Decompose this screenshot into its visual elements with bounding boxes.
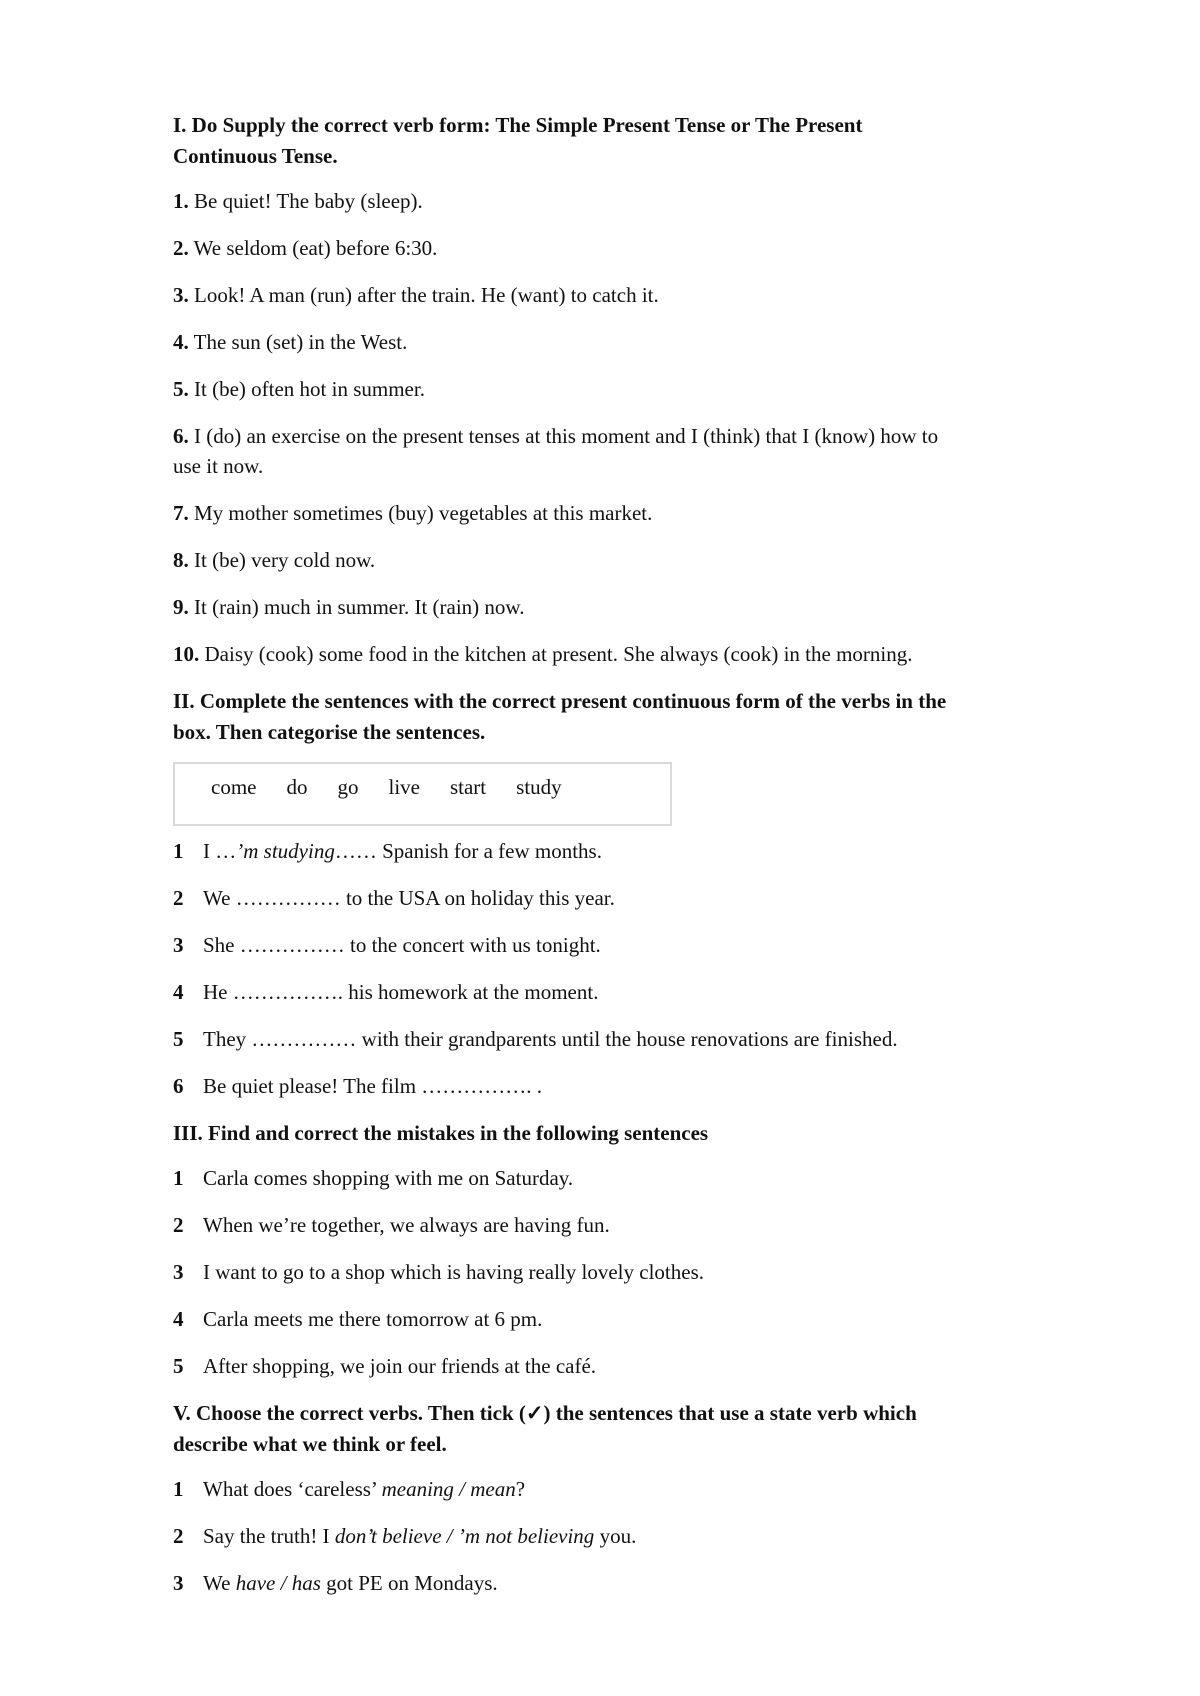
item-text-post: …… Spanish for a few months. [334, 839, 602, 863]
item-number: 5 [173, 1354, 184, 1378]
item-text: The sun (set) in the West. [188, 330, 408, 354]
item-text-post: ? [515, 1477, 526, 1501]
verb-box [173, 762, 672, 826]
item-text: He ……………. his homework at the moment. [203, 980, 599, 1004]
s1-item-8 [173, 545, 1073, 575]
item-text [203, 1521, 1073, 1551]
item-text: It (be) often hot in summer. [188, 377, 425, 401]
item-number: 5 [173, 1027, 184, 1051]
item-text-pre: Say the truth! I [203, 1524, 335, 1548]
item-number: 3 [173, 1260, 184, 1284]
item-text-line2: use it now. [173, 454, 264, 478]
item-text: It (rain) much in summer. It (rain) now. [188, 595, 525, 619]
example-answer: ’m studying [236, 839, 335, 863]
verb-word: do [286, 775, 308, 799]
item-number: 7. [173, 501, 189, 525]
item-text [203, 1474, 1073, 1504]
s1-item-1 [173, 186, 1073, 216]
verb-word: study [516, 775, 562, 799]
item-text: We seldom (eat) before 6:30. [188, 236, 438, 260]
item-text-pre: I … [203, 839, 237, 863]
verb-choice: don’t believe / ’m not believing [334, 1524, 595, 1548]
s2-item-3 [173, 930, 1073, 960]
item-text: After shopping, we join our friends at the café. [203, 1354, 597, 1378]
item-text: Be quiet please! The film ……………. . [203, 1074, 543, 1098]
item-number: 8. [173, 548, 189, 572]
section5-heading-line2: describe what we think or feel. [173, 1432, 447, 1456]
s3-item-4 [173, 1304, 1073, 1334]
item-text-pre: What does ‘careless’ [203, 1477, 382, 1501]
s5-item-2 [173, 1521, 1073, 1551]
s1-item-10 [173, 639, 1073, 669]
item-text: Look! A man (run) after the train. He (want) to catch it. [188, 283, 659, 307]
verb-word: live [388, 775, 420, 799]
item-number: 2. [173, 236, 189, 260]
item-number: 3. [173, 283, 189, 307]
section2-heading-line2: box. Then categorise the sentences. [173, 720, 486, 744]
item-number: 2 [173, 886, 184, 910]
verb-choice: have / has [235, 1571, 321, 1595]
s1-item-3 [173, 280, 1073, 310]
s2-item-1 [173, 836, 1073, 866]
item-number: 4 [173, 1307, 184, 1331]
s1-item-5 [173, 374, 1073, 404]
item-number: 2 [173, 1524, 184, 1548]
s2-item-5 [173, 1024, 1073, 1054]
item-number: 1 [173, 1166, 184, 1190]
item-text: Carla meets me there tomorrow at 6 pm. [203, 1307, 543, 1331]
item-number: 9. [173, 595, 189, 619]
item-text: Carla comes shopping with me on Saturday. [203, 1166, 574, 1190]
s2-item-4 [173, 977, 1073, 1007]
item-text: We …………… to the USA on holiday this year. [203, 886, 615, 910]
s3-item-1 [173, 1163, 1073, 1193]
item-number: 4. [173, 330, 189, 354]
item-text: Be quiet! The baby (sleep). [188, 189, 423, 213]
s3-item-2 [173, 1210, 1073, 1240]
item-text-line1: I (do) an exercise on the present tenses at this moment and I (think) that I (know) how to [188, 424, 939, 448]
section5-heading [173, 1398, 1073, 1460]
s1-item-7 [173, 498, 1073, 528]
section2-heading [173, 686, 1073, 748]
s1-item-9 [173, 592, 1073, 622]
section5-heading-line1: V. Choose the correct verbs. Then tick (✓) the sentences that use a state verb which [173, 1401, 917, 1425]
s2-item-2 [173, 883, 1073, 913]
verb-word: start [449, 775, 487, 799]
section1-heading [173, 110, 1073, 172]
item-number: 6 [173, 1074, 184, 1098]
worksheet-page [173, 110, 1073, 1615]
item-number: 4 [173, 980, 184, 1004]
item-text: When we’re together, we always are having fun. [203, 1213, 610, 1237]
item-text: My mother sometimes (buy) vegetables at this market. [188, 501, 653, 525]
item-text: Daisy (cook) some food in the kitchen at present. She always (cook) in the morning. [199, 642, 913, 666]
item-text-post: got PE on Mondays. [320, 1571, 498, 1595]
item-text: I want to go to a shop which is having really lovely clothes. [203, 1260, 704, 1284]
s1-item-4 [173, 327, 1073, 357]
s5-item-3 [173, 1568, 1073, 1598]
s3-item-3 [173, 1257, 1073, 1287]
section2-heading-line1: II. Complete the sentences with the correct present continuous form of the verbs in the [173, 689, 947, 713]
item-number: 1 [173, 1477, 184, 1501]
item-number: 1. [173, 189, 189, 213]
section1-heading-line1: I. Do Supply the correct verb form: The Simple Present Tense or The Present [173, 113, 863, 137]
item-text-pre: We [203, 1571, 236, 1595]
section3-heading: III. Find and correct the mistakes in the following sentences [173, 1121, 709, 1145]
s3-item-5 [173, 1351, 1073, 1381]
verb-word: go [337, 775, 359, 799]
item-text [203, 836, 1073, 866]
item-number: 6. [173, 424, 189, 448]
s1-item-6 [173, 421, 1073, 481]
s1-item-2 [173, 233, 1073, 263]
verb-word: come [211, 775, 257, 799]
item-text: She …………… to the concert with us tonight. [203, 933, 601, 957]
item-text: It (be) very cold now. [188, 548, 376, 572]
item-number: 10. [173, 642, 200, 666]
item-number: 5. [173, 377, 189, 401]
verb-choice: meaning / mean [381, 1477, 516, 1501]
s5-item-1 [173, 1474, 1073, 1504]
section1-heading-line2: Continuous Tense. [173, 144, 338, 168]
item-number: 3 [173, 1571, 184, 1595]
item-text [203, 1568, 1073, 1598]
item-number: 1 [173, 839, 184, 863]
s2-item-6 [173, 1071, 1073, 1101]
item-number: 2 [173, 1213, 184, 1237]
item-text: They …………… with their grandparents until the house renovations are finished. [203, 1027, 898, 1051]
item-number: 3 [173, 933, 184, 957]
item-text-post: you. [594, 1524, 637, 1548]
